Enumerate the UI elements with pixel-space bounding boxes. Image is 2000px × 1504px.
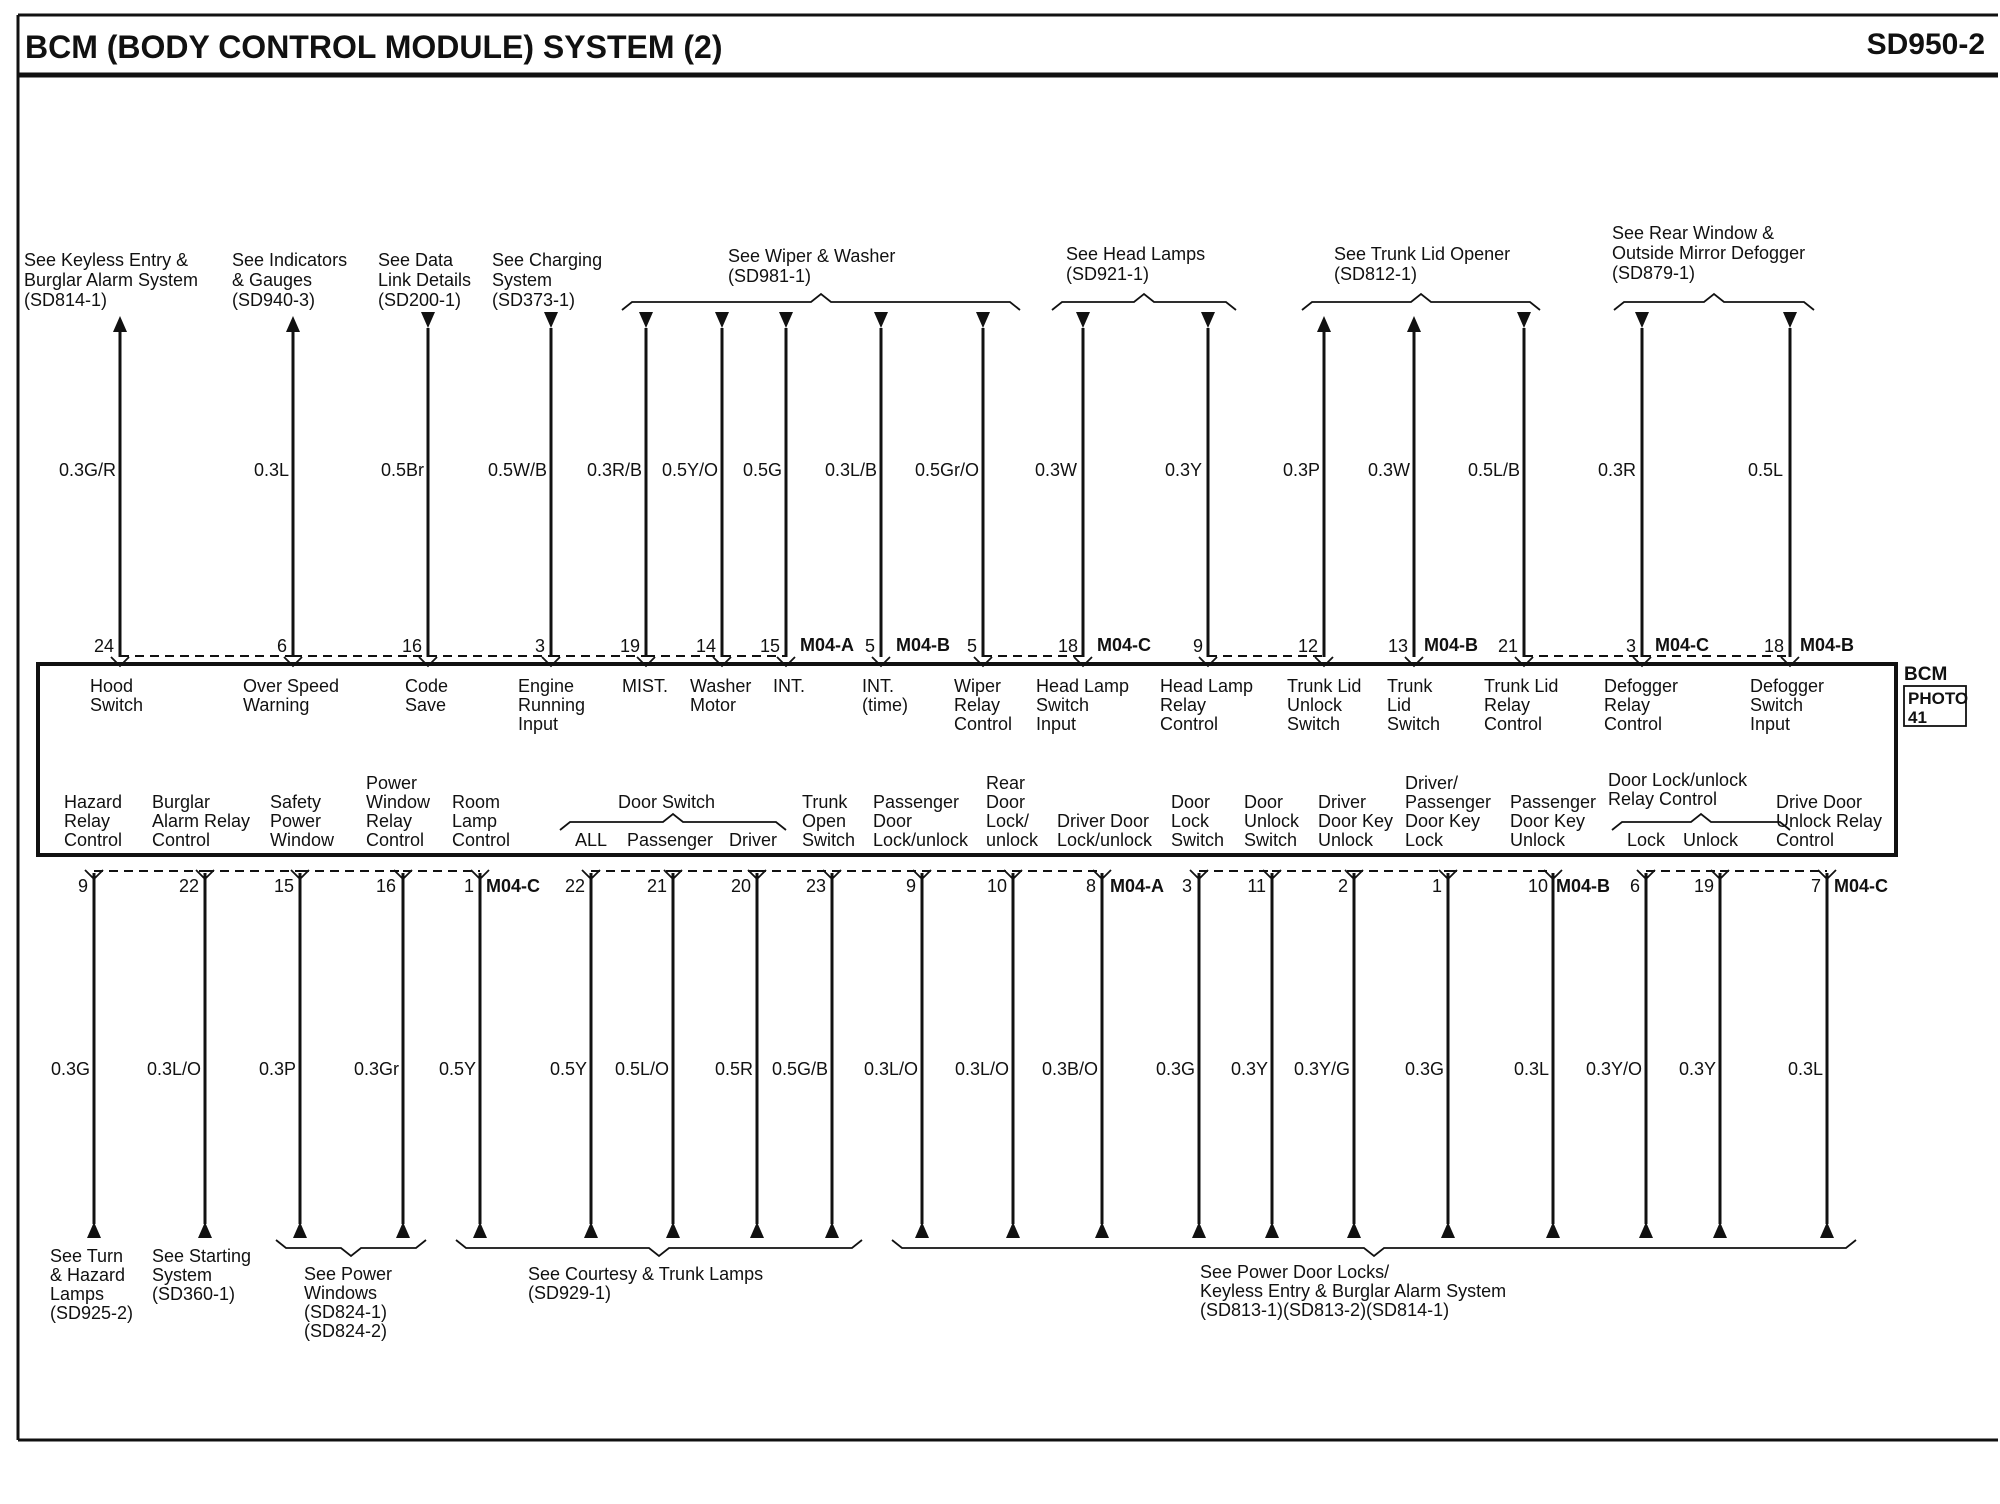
- wire-arrow-up-icon: [825, 1222, 839, 1238]
- terminal-function-label: Switch: [1750, 695, 1804, 715]
- terminal-function-label: Power: [270, 811, 322, 831]
- terminal-function-label: Window: [366, 792, 431, 812]
- terminal-function-label: Input: [518, 714, 559, 734]
- terminal-function-label: Lamp: [452, 811, 498, 831]
- wire-color-label: 0.3P: [1282, 460, 1320, 480]
- pin-number: 8: [1085, 876, 1096, 896]
- reference-charging: (SD373-1): [492, 290, 576, 310]
- pin-number: 1: [1431, 876, 1442, 896]
- wire-arrow-down-icon: [715, 312, 729, 328]
- terminal-function-label: Open: [802, 811, 847, 831]
- terminal-function-label: Switch: [90, 695, 144, 715]
- reference-indicators: (SD940-3): [232, 290, 316, 310]
- reference-trunk: (SD812-1): [1334, 264, 1418, 284]
- pin-number: 6: [276, 636, 287, 656]
- reference-turn: Lamps: [50, 1284, 105, 1304]
- terminal-function-label: Input: [1036, 714, 1077, 734]
- wire-color-label: 0.5L: [1747, 460, 1783, 480]
- wire-arrow-up-icon: [473, 1222, 487, 1238]
- wire-arrow-down-icon: [1201, 312, 1215, 328]
- wire-color-label: 0.3L/O: [146, 1059, 201, 1079]
- wire-color-label: 0.3R/B: [586, 460, 642, 480]
- connector-id: M04-B: [896, 635, 951, 655]
- wire-arrow-up-icon: [666, 1222, 680, 1238]
- reference-doorlocks: Keyless Entry & Burglar Alarm System: [1200, 1281, 1507, 1301]
- terminal-function-label: Control: [954, 714, 1013, 734]
- reference-powerwindows: See Power: [304, 1264, 393, 1284]
- pin-number: 9: [1192, 636, 1203, 656]
- door-switch-group-brace: [560, 814, 786, 830]
- reference-trunk: See Trunk Lid Opener: [1334, 244, 1511, 264]
- wire-color-label: 0.3G/R: [58, 460, 116, 480]
- pin-number: 3: [1181, 876, 1192, 896]
- wire-color-label: 0.5G/B: [771, 1059, 828, 1079]
- terminal-function-label: Code: [405, 676, 449, 696]
- pin-number: 7: [1810, 876, 1821, 896]
- wire-color-label: 0.5W/B: [487, 460, 547, 480]
- terminal-function-label: Engine: [518, 676, 575, 696]
- reference-starting: (SD360-1): [152, 1284, 236, 1304]
- terminal-function-label: Control: [452, 830, 511, 850]
- pin-number: 9: [77, 876, 88, 896]
- wire-arrow-up-icon: [584, 1222, 598, 1238]
- reference-rearwindow: Outside Mirror Defogger: [1612, 243, 1806, 263]
- terminal-function-label: Hazard: [64, 792, 123, 812]
- wire-arrow-up-icon: [113, 316, 127, 332]
- reference-wiper: See Wiper & Washer: [728, 246, 896, 266]
- wire-color-label: 0.3P: [258, 1059, 296, 1079]
- wire-arrow-up-icon: [286, 316, 300, 332]
- reference-powerwindows: Windows: [304, 1283, 378, 1303]
- terminal-function-label: Hood: [90, 676, 134, 696]
- wire-color-label: 0.3L/O: [954, 1059, 1009, 1079]
- wire-arrow-down-icon: [544, 312, 558, 328]
- wire-arrow-down-icon: [976, 312, 990, 328]
- terminal-function-label: Unlock: [1510, 830, 1566, 850]
- wire-arrow-up-icon: [87, 1222, 101, 1238]
- pin-number: 5: [864, 636, 875, 656]
- pin-number: 13: [1387, 636, 1408, 656]
- pin-number: 16: [401, 636, 422, 656]
- terminal-function-label: Passenger: [1405, 792, 1492, 812]
- terminal-function-label: Relay: [1484, 695, 1531, 715]
- top-connectors: [800, 635, 1854, 655]
- reference-headlamps: (SD921-1): [1066, 264, 1150, 284]
- terminal-function-label: Passenger: [1510, 792, 1597, 812]
- wire-arrow-up-icon: [1317, 316, 1331, 332]
- door-locks-group-brace: [892, 1240, 1856, 1256]
- wire-color-label: 0.3L/O: [863, 1059, 918, 1079]
- terminal-function-label: Relay: [64, 811, 111, 831]
- pin-number: 22: [178, 876, 199, 896]
- headlamp-group-brace: [1052, 294, 1236, 310]
- terminal-function-label: Relay: [366, 811, 413, 831]
- terminal-function-label: Lock: [1171, 811, 1210, 831]
- pin-number: 15: [759, 636, 780, 656]
- top-references: [24, 223, 1814, 310]
- wire-arrow-down-icon: [639, 312, 653, 328]
- terminal-function-label: Door: [986, 792, 1026, 812]
- terminal-function-label: Lock/: [986, 811, 1030, 831]
- wire-color-label: 0.3L: [1787, 1059, 1823, 1079]
- wire-color-label: 0.5L/B: [1467, 460, 1520, 480]
- pin-number: 10: [1527, 876, 1548, 896]
- reference-keyless: See Keyless Entry &: [24, 250, 189, 270]
- pin-number: 11: [1247, 876, 1266, 896]
- wire-color-label: 0.5Y: [549, 1059, 587, 1079]
- wire-arrow-down-icon: [874, 312, 888, 328]
- bottom-references: [50, 1240, 1856, 1341]
- wire-arrow-down-icon: [1517, 312, 1531, 328]
- connector-id: M04-C: [1097, 635, 1152, 655]
- terminal-function-label: Lid: [1387, 695, 1412, 715]
- connector-id: M04-B: [1424, 635, 1479, 655]
- reference-wiper: (SD981-1): [728, 266, 812, 286]
- terminal-function-label: Rear: [986, 773, 1026, 793]
- wire-arrow-up-icon: [1095, 1222, 1109, 1238]
- terminal-function-label: Door Key: [1510, 811, 1586, 831]
- terminal-function-label: Control: [1484, 714, 1543, 734]
- pin-number: 12: [1297, 636, 1318, 656]
- wire-color-label: 0.3L: [253, 460, 289, 480]
- wire-color-label: 0.5G: [742, 460, 782, 480]
- pin-number: 3: [534, 636, 545, 656]
- terminal-function-label: Relay: [954, 695, 1001, 715]
- terminal-function-label: Door: [1171, 792, 1211, 812]
- terminal-function-label: ALL: [575, 830, 608, 850]
- photo-label: PHOTO: [1908, 689, 1969, 708]
- terminal-function-label: Door Key: [1405, 811, 1481, 831]
- reference-datalink: Link Details: [378, 270, 472, 290]
- reference-courtesy: See Courtesy & Trunk Lamps: [528, 1264, 764, 1284]
- terminal-function-label: INT.: [773, 676, 806, 696]
- trunk-group-brace: [1302, 294, 1540, 310]
- terminal-function-label: MIST.: [622, 676, 669, 696]
- wire-arrow-down-icon: [779, 312, 793, 328]
- terminal-function-label: Control: [1776, 830, 1835, 850]
- wiper-group-brace: [622, 294, 1020, 310]
- diagram-code: SD950-2: [1866, 28, 1985, 61]
- terminal-function-label: Relay: [1604, 695, 1651, 715]
- wire-color-label: 0.3Y: [1678, 1059, 1716, 1079]
- reference-charging: See Charging: [492, 250, 603, 270]
- terminal-function-label: Control: [1604, 714, 1663, 734]
- reference-datalink: See Data: [378, 250, 454, 270]
- pin-number: 1: [463, 876, 474, 896]
- wire-color-label: 0.3W: [1034, 460, 1077, 480]
- wire-color-label: 0.5R: [714, 1059, 753, 1079]
- wire-color-label: 0.5Br: [380, 460, 424, 480]
- pin-number: 3: [1625, 636, 1636, 656]
- wire-arrow-down-icon: [1635, 312, 1649, 328]
- wire-arrow-up-icon: [1441, 1222, 1455, 1238]
- terminal-function-label: Head Lamp: [1160, 676, 1254, 696]
- bcm-label: BCM: [1904, 664, 1948, 685]
- reference-keyless: (SD814-1): [24, 290, 108, 310]
- wire-color-label: 0.3Y/O: [1585, 1059, 1642, 1079]
- wire-color-label: 0.3W: [1367, 460, 1410, 480]
- reference-starting: System: [152, 1265, 213, 1285]
- terminal-function-label: Safety: [270, 792, 322, 812]
- terminal-function-label: Unlock: [1287, 695, 1343, 715]
- terminal-function-label: INT.: [862, 676, 895, 696]
- connector-id: M04-A: [1110, 876, 1165, 896]
- terminal-function-label: Switch: [802, 830, 856, 850]
- defogger-group-brace: [1614, 294, 1814, 310]
- pin-number: 18: [1057, 636, 1078, 656]
- wire-arrow-down-icon: [421, 312, 435, 328]
- wire-arrow-up-icon: [1820, 1222, 1834, 1238]
- reference-charging: System: [492, 270, 553, 290]
- door-lock-relay-group-label: Relay Control: [1608, 789, 1718, 809]
- door-lock-relay-group-brace: [1612, 814, 1790, 830]
- terminal-function-label: Alarm Relay: [152, 811, 251, 831]
- terminal-function-label: Unlock Relay: [1776, 811, 1883, 831]
- wire-arrow-up-icon: [1192, 1222, 1206, 1238]
- terminal-function-label: Trunk: [802, 792, 848, 812]
- terminal-function-label: Control: [366, 830, 425, 850]
- wire-color-label: 0.3Y: [1230, 1059, 1268, 1079]
- connector-id: M04-B: [1556, 876, 1611, 896]
- terminal-function-label: unlock: [986, 830, 1039, 850]
- terminal-function-label: Switch: [1036, 695, 1090, 715]
- terminal-function-label: Door: [1244, 792, 1284, 812]
- wire-color-label: 0.3Y/G: [1293, 1059, 1350, 1079]
- terminal-function-label: Unlock: [1683, 830, 1739, 850]
- reference-turn: See Turn: [50, 1246, 124, 1266]
- terminal-function-label: Window: [270, 830, 335, 850]
- pin-number: 2: [1337, 876, 1348, 896]
- terminal-function-label: Driver/: [1405, 773, 1458, 793]
- door-switch-group-label: Door Switch: [618, 792, 716, 812]
- wire-color-label: 0.3R: [1597, 460, 1636, 480]
- pin-number: 23: [805, 876, 826, 896]
- terminal-function-label: Switch: [1387, 714, 1441, 734]
- pin-number: 14: [695, 636, 716, 656]
- wire-color-label: 0.3B/O: [1041, 1059, 1098, 1079]
- terminal-function-label: Passenger: [627, 830, 714, 850]
- terminal-function-label: Unlock: [1318, 830, 1374, 850]
- terminal-function-label: Room: [452, 792, 501, 812]
- photo-number: 41: [1908, 708, 1927, 727]
- terminal-function-label: Defogger: [1750, 676, 1825, 696]
- reference-powerwindows: (SD824-1): [304, 1302, 388, 1322]
- terminal-function-label: Door Key: [1318, 811, 1394, 831]
- terminal-function-label: Switch: [1287, 714, 1341, 734]
- reference-turn: & Hazard: [50, 1265, 126, 1285]
- reference-turn: (SD925-2): [50, 1303, 134, 1323]
- terminal-function-label: Passenger: [873, 792, 960, 812]
- reference-keyless: Burglar Alarm System: [24, 270, 199, 290]
- terminal-function-label: Motor: [690, 695, 737, 715]
- pin-number: 22: [564, 876, 585, 896]
- terminal-function-label: Over Speed: [243, 676, 340, 696]
- terminal-function-label: Drive Door: [1776, 792, 1863, 812]
- terminal-function-label: Door: [873, 811, 913, 831]
- pin-number: 19: [1693, 876, 1714, 896]
- wire-arrow-up-icon: [396, 1222, 410, 1238]
- pin-number: 9: [905, 876, 916, 896]
- terminal-function-label: Warning: [243, 695, 310, 715]
- terminal-function-label: Unlock: [1244, 811, 1300, 831]
- terminal-function-label: Control: [64, 830, 123, 850]
- pin-number: 5: [966, 636, 977, 656]
- wire-arrow-up-icon: [1713, 1222, 1727, 1238]
- door-lock-relay-group-label: Door Lock/unlock: [1608, 770, 1748, 790]
- terminal-function-label: Switch: [1244, 830, 1298, 850]
- pin-number: 15: [273, 876, 294, 896]
- terminal-function-label: Burglar: [152, 792, 211, 812]
- pin-number: 16: [375, 876, 396, 896]
- terminal-function-label: Lock: [1627, 830, 1666, 850]
- terminal-function-label: Driver: [1318, 792, 1366, 812]
- connector-id: M04-C: [486, 876, 541, 896]
- connector-id: M04-B: [1800, 635, 1855, 655]
- wire-arrow-up-icon: [1265, 1222, 1279, 1238]
- connector-id: M04-C: [1834, 876, 1889, 896]
- terminal-function-label: Washer: [690, 676, 752, 696]
- reference-datalink: (SD200-1): [378, 290, 462, 310]
- wire-arrow-up-icon: [1407, 316, 1421, 332]
- connector-id: M04-A: [800, 635, 855, 655]
- terminal-function-label: Lock/unlock: [873, 830, 969, 850]
- wire-color-label: 0.3G: [1155, 1059, 1195, 1079]
- terminal-function-label: (time): [862, 695, 908, 715]
- power-windows-group-brace: [276, 1240, 426, 1256]
- terminal-function-label: Control: [152, 830, 211, 850]
- courtesy-group-brace: [456, 1240, 862, 1256]
- terminal-function-label: Power: [366, 773, 418, 793]
- top-wires: [59, 312, 1824, 734]
- terminal-function-label: Switch: [1171, 830, 1225, 850]
- pin-number: 20: [730, 876, 751, 896]
- terminal-function-label: Driver: [729, 830, 777, 850]
- terminal-function-label: Save: [405, 695, 447, 715]
- wire-color-label: 0.5Y/O: [661, 460, 718, 480]
- wire-color-label: 0.3L/B: [824, 460, 877, 480]
- wire-arrow-up-icon: [750, 1222, 764, 1238]
- terminal-function-label: Trunk: [1387, 676, 1433, 696]
- wire-arrow-up-icon: [1639, 1222, 1653, 1238]
- wire-arrow-up-icon: [293, 1222, 307, 1238]
- pin-number: 24: [93, 636, 114, 656]
- wire-arrow-down-icon: [1783, 312, 1797, 328]
- page-title: BCM (BODY CONTROL MODULE) SYSTEM (2): [25, 29, 723, 65]
- reference-indicators: & Gauges: [232, 270, 313, 290]
- wire-arrow-up-icon: [1546, 1222, 1560, 1238]
- terminal-function-label: Input: [1750, 714, 1791, 734]
- reference-headlamps: See Head Lamps: [1066, 244, 1206, 264]
- bottom-wires: [51, 773, 1882, 1238]
- pin-number: 19: [619, 636, 640, 656]
- pin-number: 10: [986, 876, 1007, 896]
- wire-arrow-up-icon: [1347, 1222, 1361, 1238]
- pin-number: 18: [1763, 636, 1784, 656]
- wire-arrow-up-icon: [1006, 1222, 1020, 1238]
- reference-powerwindows: (SD824-2): [304, 1321, 388, 1341]
- reference-courtesy: (SD929-1): [528, 1283, 612, 1303]
- terminal-function-label: Trunk Lid: [1484, 676, 1559, 696]
- terminal-function-label: Running: [518, 695, 586, 715]
- reference-rearwindow: (SD879-1): [1612, 263, 1696, 283]
- terminal-function-label: Driver Door: [1057, 811, 1150, 831]
- wire-color-label: 0.3G: [1404, 1059, 1444, 1079]
- reference-starting: See Starting: [152, 1246, 252, 1266]
- wire-color-label: 0.5L/O: [614, 1059, 669, 1079]
- wire-color-label: 0.5Gr/O: [914, 460, 979, 480]
- wire-color-label: 0.5Y: [438, 1059, 476, 1079]
- connector-id: M04-C: [1655, 635, 1710, 655]
- reference-rearwindow: See Rear Window &: [1612, 223, 1775, 243]
- wire-arrow-down-icon: [1076, 312, 1090, 328]
- wire-arrow-up-icon: [198, 1222, 212, 1238]
- terminal-function-label: Head Lamp: [1036, 676, 1130, 696]
- wire-color-label: 0.3G: [50, 1059, 90, 1079]
- reference-doorlocks: (SD813-1)(SD813-2)(SD814-1): [1200, 1300, 1450, 1320]
- terminal-function-label: Lock/unlock: [1057, 830, 1153, 850]
- reference-indicators: See Indicators: [232, 250, 348, 270]
- wire-color-label: 0.3L: [1513, 1059, 1549, 1079]
- terminal-function-label: Trunk Lid: [1287, 676, 1362, 696]
- terminal-function-label: Defogger: [1604, 676, 1679, 696]
- pin-number: 21: [1497, 636, 1518, 656]
- reference-doorlocks: See Power Door Locks/: [1200, 1262, 1390, 1282]
- terminal-function-label: Lock: [1405, 830, 1444, 850]
- pin-number: 6: [1629, 876, 1640, 896]
- terminal-function-label: Relay: [1160, 695, 1207, 715]
- terminal-function-label: Wiper: [954, 676, 1002, 696]
- pin-number: 21: [646, 876, 667, 896]
- terminal-function-label: Control: [1160, 714, 1219, 734]
- wire-color-label: 0.3Gr: [353, 1059, 399, 1079]
- wire-color-label: 0.3Y: [1164, 460, 1202, 480]
- wire-arrow-up-icon: [915, 1222, 929, 1238]
